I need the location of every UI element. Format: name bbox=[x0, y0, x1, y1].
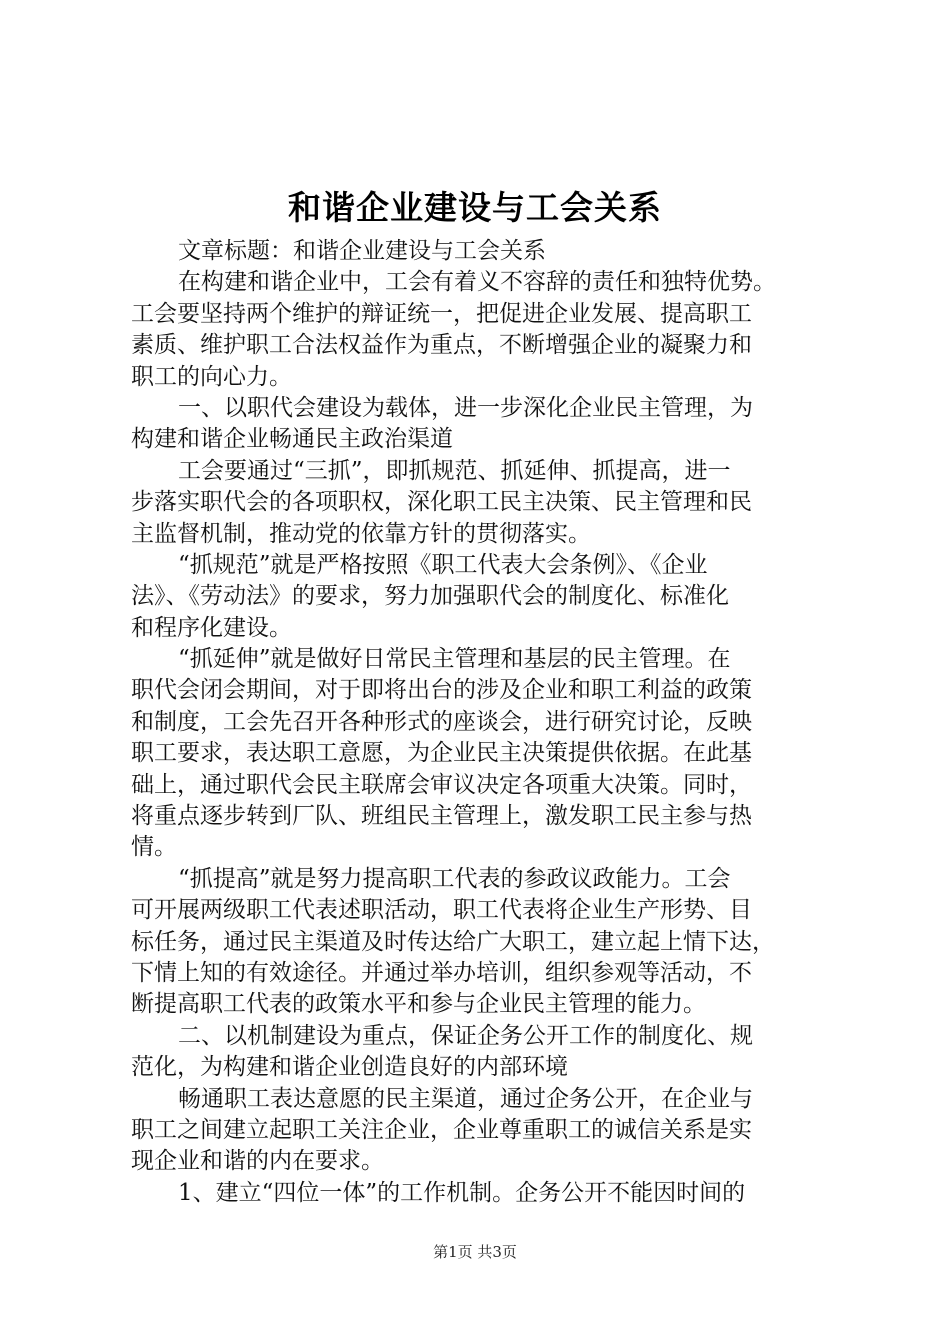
paragraph-line: 标任务，通过民主渠道及时传达给广大职工，建立起上情下达， bbox=[131, 928, 775, 955]
paragraph-line: 构建和谐企业畅通民主政治渠道 bbox=[131, 426, 453, 453]
paragraph-line: 础上，通过职代会民主联席会审议决定各项重大决策。同时， bbox=[131, 771, 752, 798]
paragraph-first-line: 畅通职工表达意愿的民主渠道，通过企务公开，在企业与 bbox=[178, 1085, 753, 1112]
paragraph-line: 主监督机制，推动党的依靠方针的贯彻落实。 bbox=[131, 520, 591, 547]
paragraph-first-line: 二、以机制建设为重点，保证企务公开工作的制度化、规 bbox=[178, 1022, 753, 1049]
paragraph-line: 职工之间建立起职工关注企业，企业尊重职工的诚信关系是实 bbox=[131, 1116, 752, 1143]
paragraph-line: 和制度，工会先召开各种形式的座谈会，进行研究讨论，反映 bbox=[131, 708, 752, 735]
paragraph-first-line: “抓规范”就是严格按照《职工代表大会条例》、《企业 bbox=[178, 551, 708, 578]
document-body bbox=[131, 236, 831, 1209]
paragraph-line: 法》、《劳动法》的要求，努力加强职代会的制度化、标准化 bbox=[131, 583, 729, 610]
paragraph-first-line: 工会要通过“三抓”，即抓规范、抓延伸、抓提高，进一 bbox=[178, 457, 731, 484]
paragraph-line: 现企业和谐的内在要求。 bbox=[131, 1148, 384, 1175]
paragraph-line: 下情上知的有效途径。并通过举办培训，组织参观等活动，不 bbox=[131, 959, 752, 986]
paragraph-line: 步落实职代会的各项职权，深化职工民主决策、民主管理和民 bbox=[131, 489, 752, 516]
paragraph-first-line: “抓延伸”就是做好日常民主管理和基层的民主管理。在 bbox=[178, 646, 731, 673]
paragraph-first-line: 文章标题：和谐企业建设与工会关系 bbox=[178, 238, 546, 264]
paragraph-line: 可开展两级职工代表述职活动，职工代表将企业生产形势、目 bbox=[131, 897, 752, 924]
paragraph-line: 职工的向心力。 bbox=[131, 363, 292, 390]
paragraph-first-line: “抓提高”就是努力提高职工代表的参政议政能力。工会 bbox=[178, 865, 731, 892]
paragraph-first-line: 1、建立“四位一体”的工作机制。企务公开不能因时间的 bbox=[178, 1179, 746, 1206]
paragraph-line: 范化，为构建和谐企业创造良好的内部环境 bbox=[131, 1054, 568, 1081]
paragraph-first-line: 在构建和谐企业中，工会有着义不容辞的责任和独特优势。 bbox=[178, 269, 776, 296]
paragraph-line: 将重点逐步转到厂队、班组民主管理上，激发职工民主参与热 bbox=[131, 803, 752, 830]
paragraph-first-line: 一、以职代会建设为载体，进一步深化企业民主管理，为 bbox=[178, 394, 753, 421]
paragraph-line: 情。 bbox=[131, 834, 177, 861]
paragraph-line: 和程序化建设。 bbox=[131, 614, 292, 641]
paragraph-line: 素质、维护职工合法权益作为重点，不断增强企业的凝聚力和 bbox=[131, 332, 752, 359]
document-title: 和谐企业建设与工会关系 bbox=[288, 188, 662, 227]
paragraph-line: 职代会闭会期间，对于即将出台的涉及企业和职工利益的政策 bbox=[131, 677, 752, 704]
paragraph-line: 工会要坚持两个维护的辩证统一，把促进企业发展、提高职工 bbox=[131, 300, 752, 327]
page-footer: 第1页 共3页 bbox=[433, 1243, 517, 1261]
paragraph-line: 断提高职工代表的政策水平和参与企业民主管理的能力。 bbox=[131, 991, 706, 1018]
paragraph-line: 职工要求，表达职工意愿，为企业民主决策提供依据。在此基 bbox=[131, 740, 752, 767]
